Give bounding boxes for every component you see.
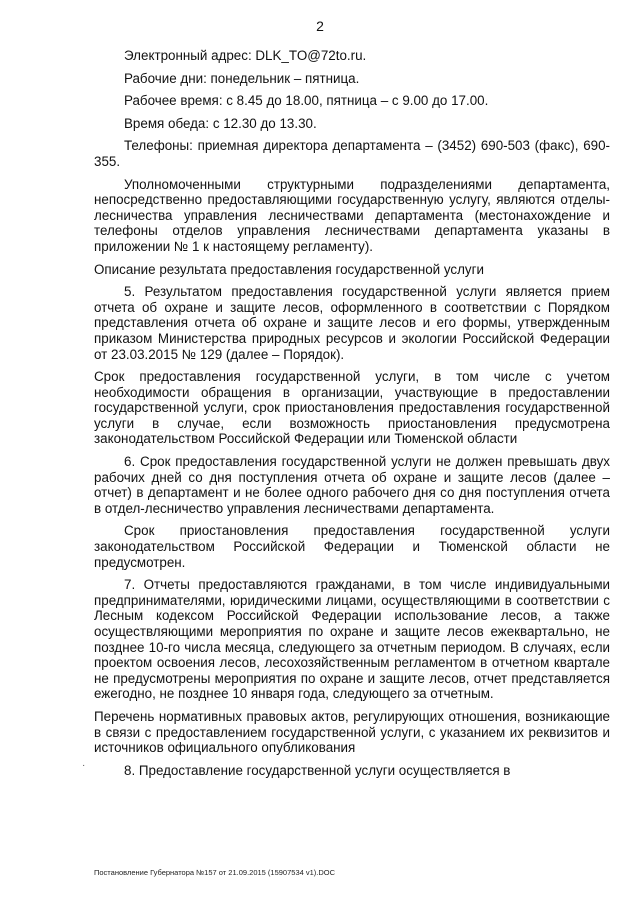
- margin-dot: ·: [82, 760, 86, 771]
- working-hours-line: Рабочее время: с 8.45 до 18.00, пятница – с 9.00 до 17.00.: [124, 93, 489, 109]
- section-heading-result: Описание результата предоставления государственной услуги: [94, 261, 484, 277]
- paragraph-6: 6. Срок предоставления государственной услуги не должен превышать двух рабочих дней со дня поступления отчета об охране и защите лесов (далее – отчет) в департамент и не более одного рабочего дня со дня поступления отчета в отдел-лесничество управления лесничествами департамента.: [94, 454, 610, 516]
- section-heading-term: Срок предоставления государственной услуги, в том числе с учетом необходимости обращения в организации, участвующие в предоставлении государственной услуги, срок приостановления предоставления государственной услуги в случае, если возможность приостановления предусмотрена законодательством Российской Федерации или Тюменской области: [94, 369, 610, 447]
- email-line: Электронный адрес: DLK_TO@72to.ru.: [124, 48, 367, 63]
- paragraph-5: 5. Результатом предоставления государственной услуги является прием отчета об охране и защите лесов, оформленного в соответствии с Порядком представления отчета об охране и защите лесов и его формы, утвержденным приказом Министерства природных ресурсов и экологии Российской Федерации от 23.03.2015 № 129 (далее – Порядок).: [94, 284, 610, 362]
- section-heading-legal-acts: Перечень нормативных правовых актов, регулирующих отношения, возникающие в связи с предоставлением государственной услуги, с указанием их реквизитов и источников официального опубликования: [94, 708, 610, 756]
- paragraph-7: 7. Отчеты предоставляются гражданами, в том числе индивидуальными предпринимателями, юридическими лицами, осуществляющими в соответствии с Лесным кодексом Российской Федерации использование лесов, а также осуществляющими мероприятия по охране и защите лесов ежеквартально, не позднее 10-го числа месяца, следующего за отчетным периодом. В случаях, если проектом освоения лесов, лесохозяйственным регламентом в отчетном квартале не предусмотрены мероприятия по охране и защите лесов, отчет представляется ежегодно, не позднее 10 января года, следующего за отчетным.: [94, 577, 610, 702]
- departments-paragraph: Уполномоченными структурными подразделениями департамента, непосредственно предоставляющими государственную услугу, являются отделы-лесничества управления лесничествами департамента (местонахождение и телефоны отделов управления лесничествами департамента указаны в приложении № 1 к настоящему регламенту).: [94, 176, 610, 254]
- page-number: 2: [316, 18, 324, 34]
- suspension-paragraph: Срок приостановления предоставления государственной услуги законодательством Российской Федерации и Тюменской области не предусмотрен.: [94, 523, 610, 570]
- footer-filename: Постановление Губернатора №157 от 21.09.2015 (15907534 v1).DOC: [94, 868, 336, 877]
- phones-paragraph: Телефоны: приемная директора департамента – (3452) 690-503 (факс), 690-355.: [94, 138, 610, 169]
- paragraph-8: 8. Предоставление государственной услуги осуществляется в: [124, 762, 511, 778]
- lunch-line: Время обеда: с 12.30 до 13.30.: [124, 115, 317, 131]
- document-body: [94, 48, 610, 785]
- working-days-line: Рабочие дни: понедельник – пятница.: [124, 70, 360, 86]
